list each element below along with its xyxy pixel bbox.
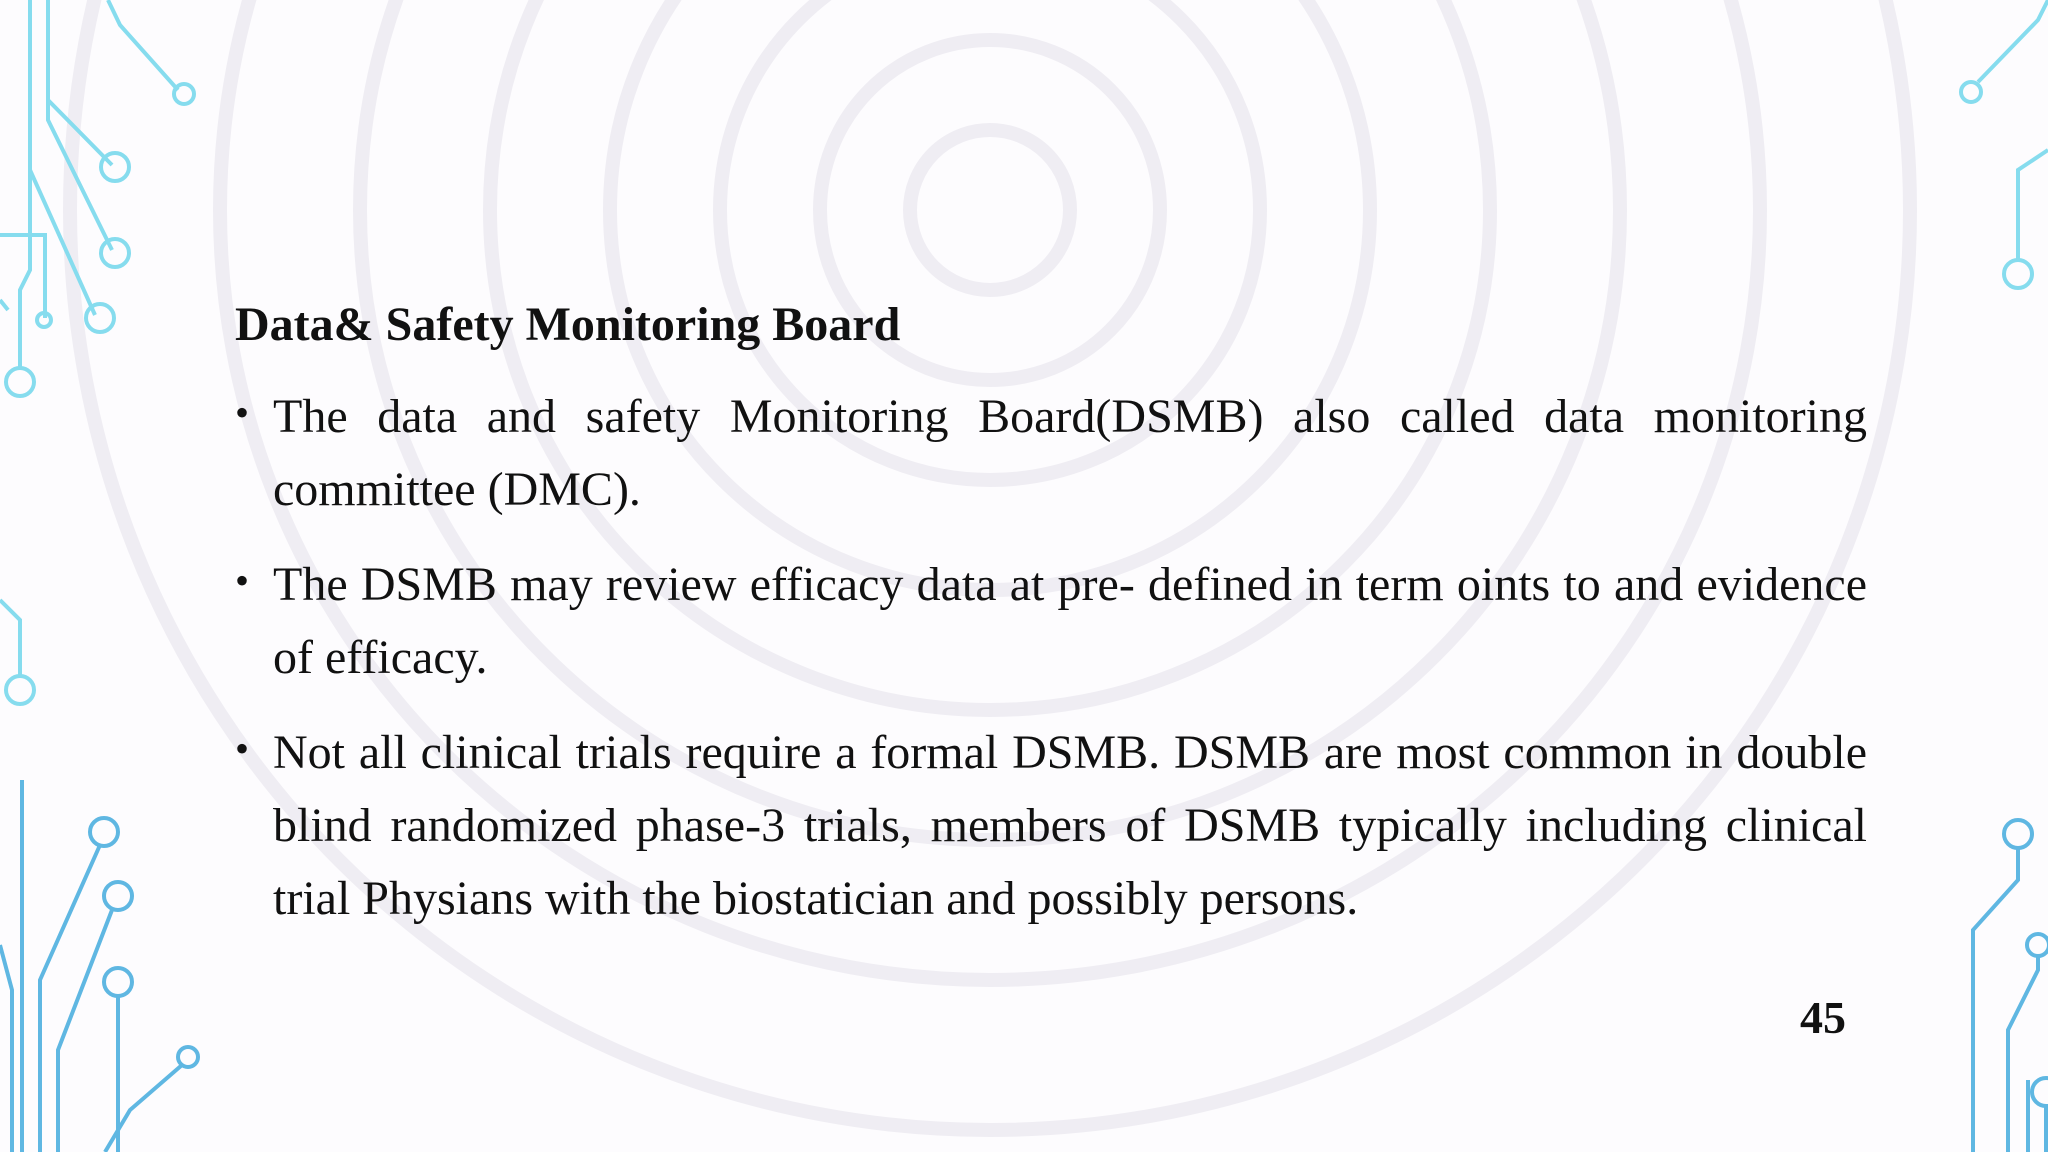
bullet-list <box>235 380 1867 935</box>
bullet-text: Not all clinical trials require a formal DSMB. DSMB are most common in double blind randomized phase-3 trials, members of DSMB typically including clinical trial Physians with the biostatician and possibly persons. <box>273 726 1867 925</box>
slide-title: Data& Safety Monitoring Board <box>235 298 901 351</box>
bullet-text: The DSMB may review efficacy data at pre- defined in term oints to and evidence of efficacy. <box>273 558 1867 684</box>
bullet-text: The data and safety Monitoring Board(DSMB) also called data monitoring committee (DMC). <box>273 390 1867 516</box>
circuit-decoration-left-icon <box>0 0 260 1152</box>
slide-content <box>235 290 1867 957</box>
bullet-dot-icon: • <box>235 390 250 435</box>
bullet-dot-icon: • <box>235 558 250 603</box>
page-number: 45 <box>1800 992 1846 1043</box>
bullet-item <box>235 380 1867 526</box>
circuit-decoration-right-icon <box>1918 0 2048 1152</box>
bullet-item <box>235 716 1867 935</box>
bullet-item <box>235 548 1867 694</box>
bullet-dot-icon: • <box>235 726 250 771</box>
